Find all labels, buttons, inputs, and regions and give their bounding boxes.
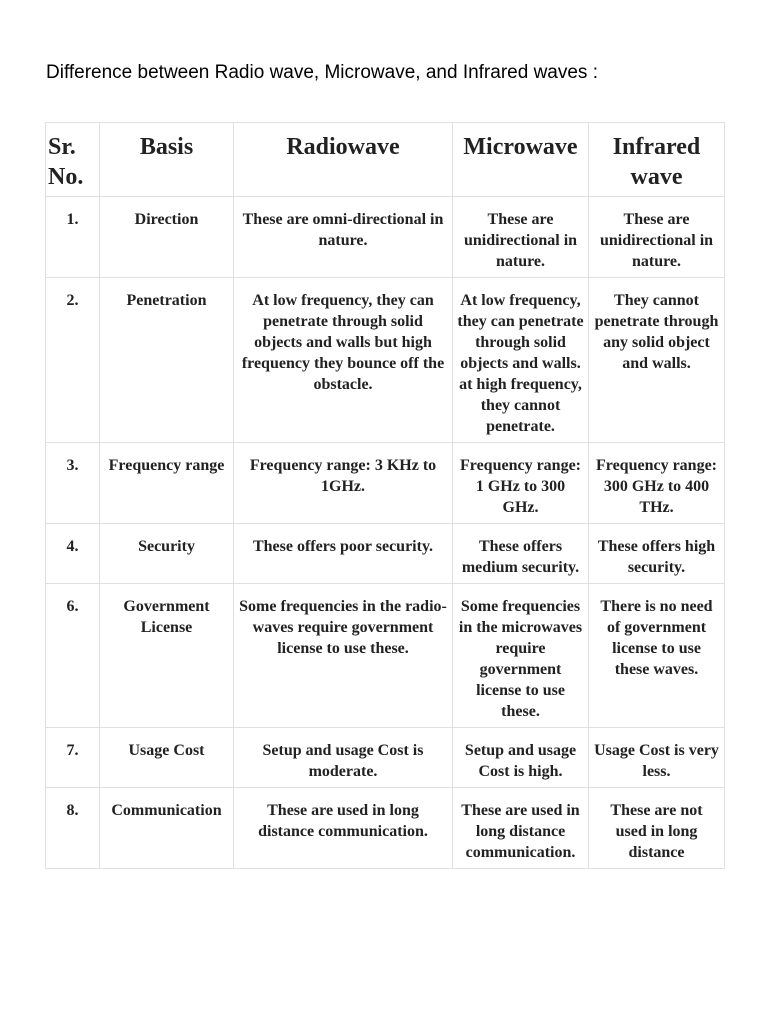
- infrared-cell: There is no need of government license to use these waves.: [589, 584, 725, 728]
- microwave-cell: These offers medium security.: [453, 524, 589, 584]
- table-row: [46, 524, 725, 584]
- row-number: 4.: [46, 524, 100, 584]
- microwave-cell: These are used in long distance communication.: [453, 788, 589, 869]
- table-header-row: [46, 123, 725, 197]
- row-number: 6.: [46, 584, 100, 728]
- infrared-cell: These are unidirectional in nature.: [589, 197, 725, 278]
- radiowave-cell: At low frequency, they can penetrate through solid objects and walls but high frequency they bounce off the obstacle.: [234, 278, 453, 443]
- header-basis: Basis: [100, 123, 234, 197]
- microwave-cell: Frequency range: 1 GHz to 300 GHz.: [453, 443, 589, 524]
- header-sr-no: Sr. No.: [46, 123, 100, 197]
- table-row: [46, 788, 725, 869]
- page-heading: Difference between Radio wave, Microwave, and Infrared waves :: [46, 62, 598, 83]
- infrared-cell: These are not used in long distance: [589, 788, 725, 869]
- infrared-cell: Usage Cost is very less.: [589, 728, 725, 788]
- radiowave-cell: These offers poor security.: [234, 524, 453, 584]
- row-basis: Penetration: [100, 278, 234, 443]
- table-row: [46, 278, 725, 443]
- row-basis: Frequency range: [100, 443, 234, 524]
- radiowave-cell: These are used in long distance communication.: [234, 788, 453, 869]
- row-basis: Direction: [100, 197, 234, 278]
- radiowave-cell: Setup and usage Cost is moderate.: [234, 728, 453, 788]
- infrared-cell: Frequency range: 300 GHz to 400 THz.: [589, 443, 725, 524]
- radiowave-cell: Frequency range: 3 KHz to 1GHz.: [234, 443, 453, 524]
- microwave-cell: Setup and usage Cost is high.: [453, 728, 589, 788]
- table-row: [46, 584, 725, 728]
- row-basis: Usage Cost: [100, 728, 234, 788]
- microwave-cell: Some frequencies in the microwaves require government license to use these.: [453, 584, 589, 728]
- row-basis: Security: [100, 524, 234, 584]
- infrared-cell: These offers high security.: [589, 524, 725, 584]
- radiowave-cell: Some frequencies in the radio-waves require government license to use these.: [234, 584, 453, 728]
- row-basis: Communication: [100, 788, 234, 869]
- table-row: [46, 197, 725, 278]
- infrared-cell: They cannot penetrate through any solid object and walls.: [589, 278, 725, 443]
- row-number: 1.: [46, 197, 100, 278]
- microwave-cell: These are unidirectional in nature.: [453, 197, 589, 278]
- header-radiowave: Radiowave: [234, 123, 453, 197]
- header-microwave: Microwave: [453, 123, 589, 197]
- row-number: 3.: [46, 443, 100, 524]
- table-row: [46, 728, 725, 788]
- row-number: 8.: [46, 788, 100, 869]
- row-number: 7.: [46, 728, 100, 788]
- row-basis: Government License: [100, 584, 234, 728]
- microwave-cell: At low frequency, they can penetrate through solid objects and walls. at high frequency, they cannot penetrate.: [453, 278, 589, 443]
- comparison-table: [45, 122, 725, 869]
- radiowave-cell: These are omni-directional in nature.: [234, 197, 453, 278]
- table-row: [46, 443, 725, 524]
- row-number: 2.: [46, 278, 100, 443]
- header-infrared-wave: Infrared wave: [589, 123, 725, 197]
